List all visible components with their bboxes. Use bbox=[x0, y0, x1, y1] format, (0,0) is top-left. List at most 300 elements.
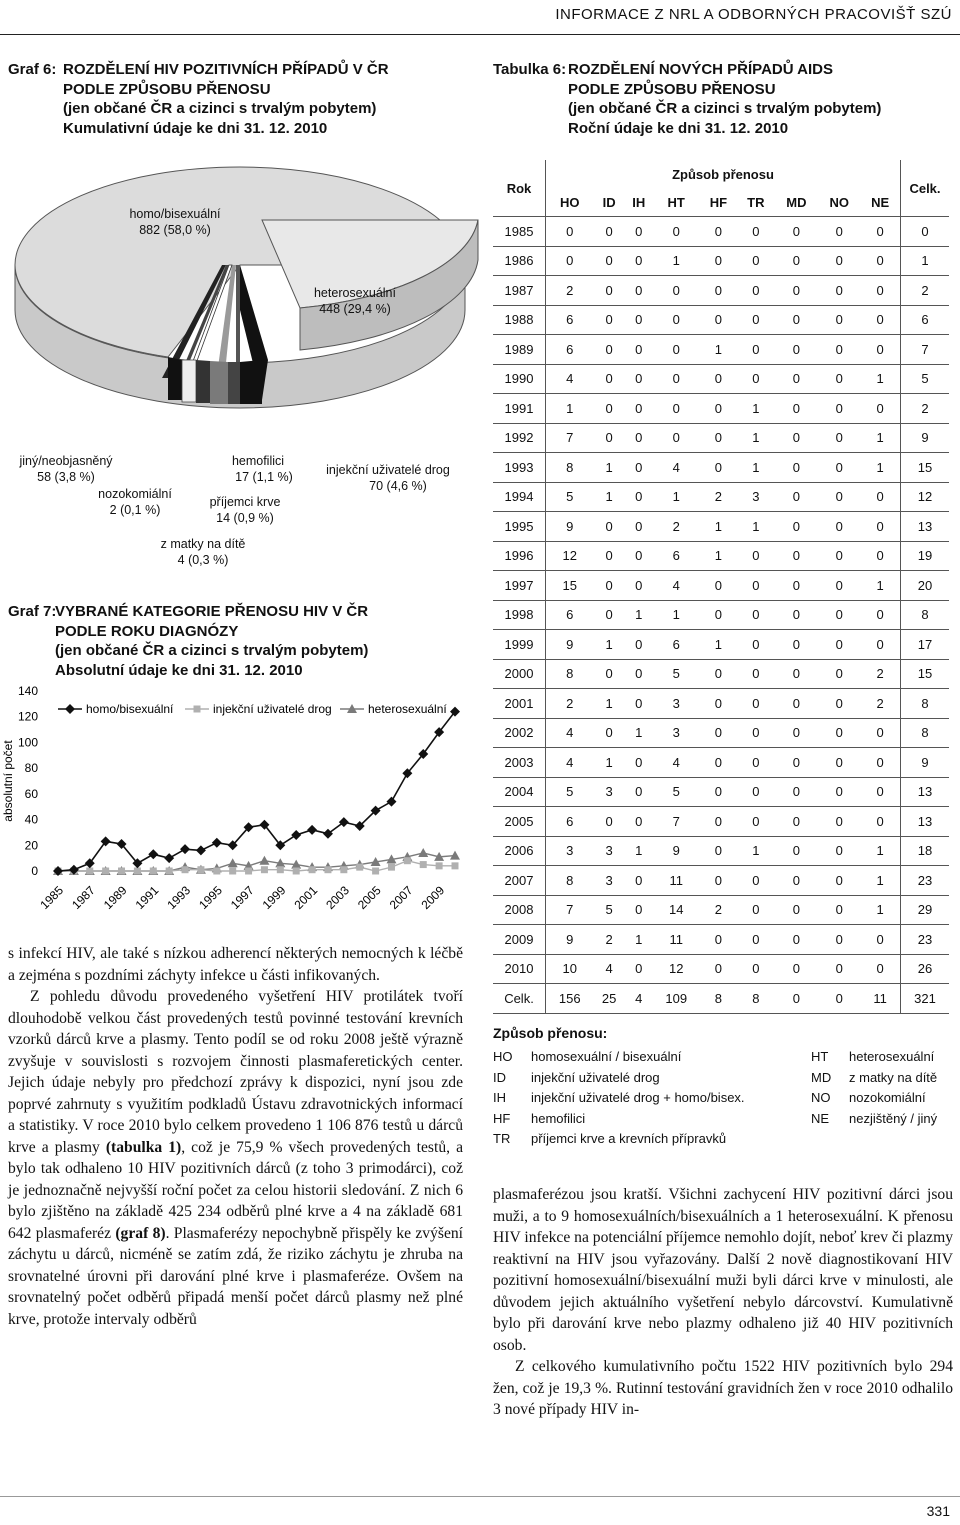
table-cell: 0 bbox=[775, 571, 819, 601]
table-cell: 0 bbox=[700, 925, 737, 955]
body-text-left bbox=[8, 943, 463, 1330]
data-point bbox=[340, 866, 347, 873]
table-cell: 0 bbox=[818, 512, 860, 542]
table-cell: 0 bbox=[700, 659, 737, 689]
data-point bbox=[372, 868, 379, 875]
table-cell: 1 bbox=[593, 453, 624, 483]
table-cell: 11 bbox=[860, 984, 900, 1014]
table-cell: 0 bbox=[775, 807, 819, 837]
pie-label-prijemci bbox=[200, 494, 290, 526]
table-cell: 0 bbox=[737, 630, 774, 660]
table-cell: 7 bbox=[546, 895, 594, 925]
x-tick-label: 2001 bbox=[291, 883, 321, 913]
y-axis-label: absolutní počet bbox=[1, 740, 15, 822]
table-cell: 3 bbox=[593, 836, 624, 866]
table-cell: 0 bbox=[593, 541, 624, 571]
row-total: 12 bbox=[901, 482, 950, 512]
table-row bbox=[493, 571, 949, 601]
table-cell: 1 bbox=[860, 364, 900, 394]
table-cell: 7 bbox=[546, 423, 594, 453]
table-cell: 0 bbox=[737, 807, 774, 837]
table-cell: 0 bbox=[818, 689, 860, 719]
text-run: , což je 75,9 % všech provedených testů, a bylo tak odhaleno 10 HIV pozitivních dárců (z toho 3 primodárci), což je jednoznačně nejvyšší roční počet za celou historii sledování. Z nich 6 bylo zjištěno na základě 425 234 odběrů plné krve a 4 na základě 681 642 plasmaferéz bbox=[8, 1138, 463, 1242]
data-point bbox=[436, 862, 443, 869]
data-point bbox=[293, 868, 300, 875]
table-cell: 0 bbox=[737, 305, 774, 335]
table-cell: 0 bbox=[775, 305, 819, 335]
table-cell: 0 bbox=[700, 836, 737, 866]
table-cell: 0 bbox=[625, 895, 653, 925]
table-cell: 0 bbox=[593, 807, 624, 837]
graf7-title-line: (jen občané ČR a cizinci s trvalým pobytem) bbox=[55, 642, 369, 659]
table-cell: 1 bbox=[860, 895, 900, 925]
table-cell: 0 bbox=[818, 571, 860, 601]
table-cell: 0 bbox=[860, 807, 900, 837]
row-total: 15 bbox=[901, 453, 950, 483]
table-cell: 5 bbox=[653, 777, 700, 807]
row-total: 13 bbox=[901, 777, 950, 807]
table-cell: 0 bbox=[625, 423, 653, 453]
col-header-ih: IH bbox=[625, 188, 653, 217]
table-legend bbox=[493, 1025, 953, 1155]
table-cell: 1 bbox=[625, 600, 653, 630]
table-cell: 0 bbox=[700, 217, 737, 247]
header-text: INFORMACE Z NRL A ODBORNÝCH PRACOVIŠŤ SZÚ bbox=[555, 6, 952, 23]
table-cell: 0 bbox=[700, 364, 737, 394]
table-cell: 3 bbox=[653, 718, 700, 748]
pie-label-hemofilici bbox=[218, 453, 298, 485]
table-cell: 10 bbox=[546, 954, 594, 984]
tabulka6-title-line: PODLE ZPŮSOBU PŘENOSU bbox=[568, 80, 776, 98]
table-cell: 1 bbox=[593, 630, 624, 660]
table-cell: 0 bbox=[860, 246, 900, 276]
row-total: 18 bbox=[901, 836, 950, 866]
data-point bbox=[148, 849, 158, 859]
data-point bbox=[307, 825, 317, 835]
table-cell: 0 bbox=[775, 925, 819, 955]
page-number: 331 bbox=[926, 1503, 950, 1519]
pie-slice-wall-5 bbox=[228, 362, 240, 404]
legend-desc: injekční uživatelé drog + homo/bisex. bbox=[531, 1090, 745, 1105]
data-point bbox=[261, 866, 268, 873]
page-header bbox=[0, 0, 960, 38]
table-cell: 0 bbox=[625, 541, 653, 571]
table-cell: 0 bbox=[818, 895, 860, 925]
table-cell: 6 bbox=[546, 807, 594, 837]
table-row bbox=[493, 541, 949, 571]
table-cell: 0 bbox=[700, 777, 737, 807]
table-cell: 9 bbox=[546, 512, 594, 542]
data-point bbox=[245, 868, 252, 875]
pie-slice-wall-6 bbox=[240, 360, 262, 404]
table-cell: 6 bbox=[546, 335, 594, 365]
row-total: 5 bbox=[901, 364, 950, 394]
table-cell: 0 bbox=[818, 659, 860, 689]
table-cell: 8 bbox=[546, 453, 594, 483]
col-header-ho: HO bbox=[546, 188, 594, 217]
y-tick-label: 120 bbox=[17, 709, 38, 724]
legend-desc: příjemci krve a krevních přípravků bbox=[531, 1131, 727, 1146]
pie-label-value: 2 (0,1 %) bbox=[109, 503, 161, 517]
row-total: 8 bbox=[901, 718, 950, 748]
row-total: 6 bbox=[901, 305, 950, 335]
line-chart bbox=[0, 685, 480, 930]
table-cell: 109 bbox=[653, 984, 700, 1014]
data-point bbox=[452, 862, 459, 869]
y-tick-label: 80 bbox=[24, 761, 38, 776]
table-cell: 0 bbox=[818, 335, 860, 365]
legend-abbr: NE bbox=[811, 1110, 830, 1126]
table-row bbox=[493, 984, 949, 1014]
table-cell: 0 bbox=[593, 364, 624, 394]
table-cell: 0 bbox=[737, 925, 774, 955]
table-cell: 0 bbox=[818, 600, 860, 630]
table-cell: 6 bbox=[546, 305, 594, 335]
col-header-md: MD bbox=[775, 188, 819, 217]
row-total: 13 bbox=[901, 807, 950, 837]
table-row bbox=[493, 689, 949, 719]
table-cell: 4 bbox=[546, 718, 594, 748]
table-cell: 0 bbox=[737, 689, 774, 719]
col-header-ht: HT bbox=[653, 188, 700, 217]
table-cell: 0 bbox=[818, 482, 860, 512]
table-cell: 0 bbox=[700, 866, 737, 896]
table-cell: 1 bbox=[737, 836, 774, 866]
table-cell: 15 bbox=[546, 571, 594, 601]
row-year: 2002 bbox=[493, 718, 546, 748]
table-cell: 0 bbox=[737, 600, 774, 630]
table-cell: 12 bbox=[653, 954, 700, 984]
pie-slice-wall-3 bbox=[196, 360, 210, 403]
table-cell: 1 bbox=[737, 394, 774, 424]
table-row bbox=[493, 718, 949, 748]
table-cell: 0 bbox=[860, 954, 900, 984]
graf7-title-line: PODLE ROKU DIAGNÓZY bbox=[55, 622, 239, 640]
pie-label-ivdu bbox=[318, 462, 458, 494]
pie-label-value: 14 (0,9 %) bbox=[216, 511, 274, 525]
table-row bbox=[493, 925, 949, 955]
legend-abbr: HT bbox=[811, 1049, 829, 1064]
table-cell: 0 bbox=[700, 453, 737, 483]
table-header-group-row bbox=[493, 160, 949, 188]
table-cell: 0 bbox=[593, 600, 624, 630]
table-cell: 1 bbox=[700, 335, 737, 365]
table-cell: 8 bbox=[546, 659, 594, 689]
legend-desc: hemofilici bbox=[531, 1110, 586, 1126]
table-cell: 0 bbox=[860, 335, 900, 365]
table-cell: 0 bbox=[625, 866, 653, 896]
row-total: 20 bbox=[901, 571, 950, 601]
table-cell: 0 bbox=[775, 954, 819, 984]
tabulka6-title-line: ROZDĚLENÍ NOVÝCH PŘÍPADŮ AIDS bbox=[568, 61, 834, 78]
table-cell: 1 bbox=[737, 512, 774, 542]
table-cell: 9 bbox=[653, 836, 700, 866]
table-cell: 2 bbox=[700, 895, 737, 925]
table-cell: 0 bbox=[653, 364, 700, 394]
x-tick-label: 1997 bbox=[227, 883, 257, 913]
table-cell: 3 bbox=[593, 866, 624, 896]
legend-marker bbox=[194, 706, 201, 713]
table-cell: 2 bbox=[860, 659, 900, 689]
table-cell: 0 bbox=[860, 276, 900, 306]
row-year: 1999 bbox=[493, 630, 546, 660]
table-cell: 11 bbox=[653, 925, 700, 955]
table-cell: 1 bbox=[593, 482, 624, 512]
legend-abbr: MD bbox=[811, 1069, 832, 1085]
table-cell: 0 bbox=[775, 394, 819, 424]
table-cell: 0 bbox=[700, 571, 737, 601]
row-total: 23 bbox=[901, 925, 950, 955]
row-year: 1987 bbox=[493, 276, 546, 306]
table-cell: 0 bbox=[625, 954, 653, 984]
table-cell: 9 bbox=[546, 630, 594, 660]
table-cell: 1 bbox=[653, 600, 700, 630]
row-total: 26 bbox=[901, 954, 950, 984]
graf7-label: Graf 7: bbox=[8, 603, 57, 620]
tabulka6-title-line: Roční údaje ke dni 31. 12. 2010 bbox=[568, 119, 789, 137]
table-cell: 0 bbox=[860, 305, 900, 335]
table-cell: 4 bbox=[546, 748, 594, 778]
table-cell: 0 bbox=[775, 836, 819, 866]
table-row bbox=[493, 276, 949, 306]
data-point bbox=[197, 866, 204, 873]
table-cell: 0 bbox=[860, 630, 900, 660]
table-cell: 1 bbox=[625, 925, 653, 955]
pie-label-homo bbox=[120, 206, 230, 238]
table-cell: 0 bbox=[737, 276, 774, 306]
body-text-right bbox=[493, 1184, 953, 1421]
data-point bbox=[404, 857, 411, 864]
table-row bbox=[493, 659, 949, 689]
pie-label-value: 70 (4,6 %) bbox=[369, 479, 427, 493]
table-cell: 0 bbox=[625, 748, 653, 778]
row-year: 2008 bbox=[493, 895, 546, 925]
table-cell: 0 bbox=[818, 807, 860, 837]
row-total: 8 bbox=[901, 689, 950, 719]
table-cell: 0 bbox=[593, 305, 624, 335]
aids-table bbox=[493, 160, 949, 1014]
legend-abbr: ID bbox=[493, 1069, 506, 1085]
table-cell: 4 bbox=[653, 748, 700, 778]
data-point bbox=[102, 868, 109, 875]
table-cell: 0 bbox=[860, 600, 900, 630]
graph-reference: (graf 8) bbox=[115, 1224, 166, 1242]
aids-table-grid bbox=[493, 160, 949, 1014]
x-tick-label: 2003 bbox=[323, 883, 352, 913]
table-cell: 0 bbox=[818, 394, 860, 424]
table-cell: 4 bbox=[625, 984, 653, 1014]
table-cell: 1 bbox=[860, 571, 900, 601]
graf6-title-line: PODLE ZPŮSOBU PŘENOSU bbox=[63, 80, 271, 98]
col-header-hf: HF bbox=[700, 188, 737, 217]
table-cell: 0 bbox=[737, 659, 774, 689]
table-cell: 0 bbox=[818, 364, 860, 394]
table-cell: 1 bbox=[653, 246, 700, 276]
table-cell: 0 bbox=[818, 836, 860, 866]
table-row bbox=[493, 777, 949, 807]
row-year: 1998 bbox=[493, 600, 546, 630]
table-cell: 0 bbox=[860, 748, 900, 778]
row-year: 2006 bbox=[493, 836, 546, 866]
table-cell: 0 bbox=[625, 689, 653, 719]
table-row bbox=[493, 246, 949, 276]
table-cell: 0 bbox=[737, 718, 774, 748]
data-point bbox=[150, 868, 157, 875]
row-year: 1990 bbox=[493, 364, 546, 394]
table-row bbox=[493, 895, 949, 925]
table-cell: 0 bbox=[775, 777, 819, 807]
table-cell: 0 bbox=[818, 630, 860, 660]
table-cell: 0 bbox=[818, 718, 860, 748]
table-cell: 0 bbox=[818, 305, 860, 335]
row-year: 2005 bbox=[493, 807, 546, 837]
row-year: 2000 bbox=[493, 659, 546, 689]
table-cell: 3 bbox=[546, 836, 594, 866]
x-tick-label: 1987 bbox=[69, 883, 98, 913]
data-point bbox=[118, 868, 125, 875]
table-cell: 0 bbox=[775, 246, 819, 276]
pie-label-name: jiný/neobjasněný bbox=[19, 454, 113, 468]
table-cell: 1 bbox=[625, 836, 653, 866]
table-cell: 0 bbox=[700, 807, 737, 837]
legend-abbr: HO bbox=[493, 1049, 513, 1064]
table-cell: 8 bbox=[700, 984, 737, 1014]
row-total: 0 bbox=[901, 217, 950, 247]
table-row bbox=[493, 217, 949, 247]
table-cell: 0 bbox=[775, 630, 819, 660]
table-cell: 1 bbox=[593, 748, 624, 778]
graf6-title-line: Kumulativní údaje ke dni 31. 12. 2010 bbox=[63, 119, 328, 137]
row-total: 9 bbox=[901, 748, 950, 778]
table-cell: 0 bbox=[625, 512, 653, 542]
data-point bbox=[356, 864, 363, 871]
table-cell: 0 bbox=[818, 925, 860, 955]
table-cell: 0 bbox=[625, 571, 653, 601]
row-year: 2004 bbox=[493, 777, 546, 807]
data-point bbox=[388, 864, 395, 871]
header-rule bbox=[0, 34, 960, 35]
row-total: 19 bbox=[901, 541, 950, 571]
row-total: 29 bbox=[901, 895, 950, 925]
table-cell: 0 bbox=[775, 217, 819, 247]
data-point bbox=[196, 845, 206, 855]
table-cell: 0 bbox=[653, 423, 700, 453]
table-cell: 0 bbox=[653, 394, 700, 424]
table-cell: 0 bbox=[625, 453, 653, 483]
col-header-group: Způsob přenosu bbox=[672, 166, 774, 182]
table-cell: 0 bbox=[737, 541, 774, 571]
table-cell: 0 bbox=[653, 305, 700, 335]
pie-slice-wall-4 bbox=[210, 361, 228, 404]
data-point bbox=[166, 868, 173, 875]
table-cell: 0 bbox=[737, 777, 774, 807]
tabulka6-label: Tabulka 6: bbox=[493, 61, 567, 78]
row-total: 1 bbox=[901, 246, 950, 276]
row-year: Celk. bbox=[493, 984, 546, 1014]
table-cell: 0 bbox=[700, 718, 737, 748]
table-cell: 0 bbox=[625, 659, 653, 689]
table-cell: 0 bbox=[625, 305, 653, 335]
table-cell: 0 bbox=[546, 246, 594, 276]
x-tick-label: 2007 bbox=[386, 883, 416, 913]
col-header-id: ID bbox=[593, 188, 624, 217]
table-cell: 5 bbox=[653, 659, 700, 689]
table-cell: 11 bbox=[653, 866, 700, 896]
table-cell: 1 bbox=[625, 718, 653, 748]
table-cell: 6 bbox=[546, 600, 594, 630]
data-point bbox=[259, 856, 269, 865]
row-year: 2010 bbox=[493, 954, 546, 984]
table-cell: 0 bbox=[700, 246, 737, 276]
data-point bbox=[309, 866, 316, 873]
row-year: 2003 bbox=[493, 748, 546, 778]
table-cell: 0 bbox=[653, 335, 700, 365]
table-cell: 5 bbox=[593, 895, 624, 925]
table-cell: 0 bbox=[546, 217, 594, 247]
row-year: 1991 bbox=[493, 394, 546, 424]
table-cell: 0 bbox=[593, 571, 624, 601]
row-year: 1985 bbox=[493, 217, 546, 247]
row-total: 2 bbox=[901, 394, 950, 424]
col-header-total: Celk. bbox=[901, 160, 950, 217]
table-cell: 1 bbox=[593, 689, 624, 719]
table-cell: 9 bbox=[546, 925, 594, 955]
graf6-title bbox=[8, 60, 478, 140]
x-tick-label: 1985 bbox=[37, 883, 67, 913]
table-header-row bbox=[493, 188, 949, 217]
data-point bbox=[386, 797, 396, 807]
y-tick-label: 0 bbox=[31, 864, 38, 878]
table-cell: 0 bbox=[737, 246, 774, 276]
table-cell: 1 bbox=[860, 423, 900, 453]
pie-label-name: heterosexuální bbox=[313, 286, 396, 300]
pie-label-hetero bbox=[300, 285, 410, 317]
table-cell: 1 bbox=[700, 630, 737, 660]
row-year: 1996 bbox=[493, 541, 546, 571]
table-cell: 0 bbox=[737, 217, 774, 247]
legend-title: Způsob přenosu: bbox=[493, 1025, 608, 1041]
table-cell: 0 bbox=[700, 748, 737, 778]
table-cell: 4 bbox=[653, 571, 700, 601]
table-cell: 0 bbox=[700, 276, 737, 306]
row-year: 1992 bbox=[493, 423, 546, 453]
table-row bbox=[493, 866, 949, 896]
table-cell: 0 bbox=[700, 394, 737, 424]
graf7-title bbox=[8, 602, 478, 682]
row-total: 8 bbox=[901, 600, 950, 630]
table-cell: 8 bbox=[546, 866, 594, 896]
table-cell: 2 bbox=[546, 276, 594, 306]
table-cell: 0 bbox=[818, 954, 860, 984]
legend-rows bbox=[493, 1045, 953, 1155]
table-cell: 3 bbox=[737, 482, 774, 512]
table-cell: 0 bbox=[593, 217, 624, 247]
row-year: 1986 bbox=[493, 246, 546, 276]
table-cell: 0 bbox=[775, 600, 819, 630]
tabulka6-title bbox=[493, 60, 953, 140]
table-cell: 0 bbox=[625, 276, 653, 306]
data-point bbox=[229, 868, 236, 875]
table-cell: 0 bbox=[860, 541, 900, 571]
table-cell: 4 bbox=[593, 954, 624, 984]
graf7-title-line: Absolutní údaje ke dni 31. 12. 2010 bbox=[55, 661, 303, 679]
row-year: 2007 bbox=[493, 866, 546, 896]
data-point bbox=[164, 853, 174, 863]
x-tick-label: 1993 bbox=[164, 883, 194, 913]
table-cell: 3 bbox=[653, 689, 700, 719]
row-year: 1994 bbox=[493, 482, 546, 512]
table-cell: 0 bbox=[818, 246, 860, 276]
